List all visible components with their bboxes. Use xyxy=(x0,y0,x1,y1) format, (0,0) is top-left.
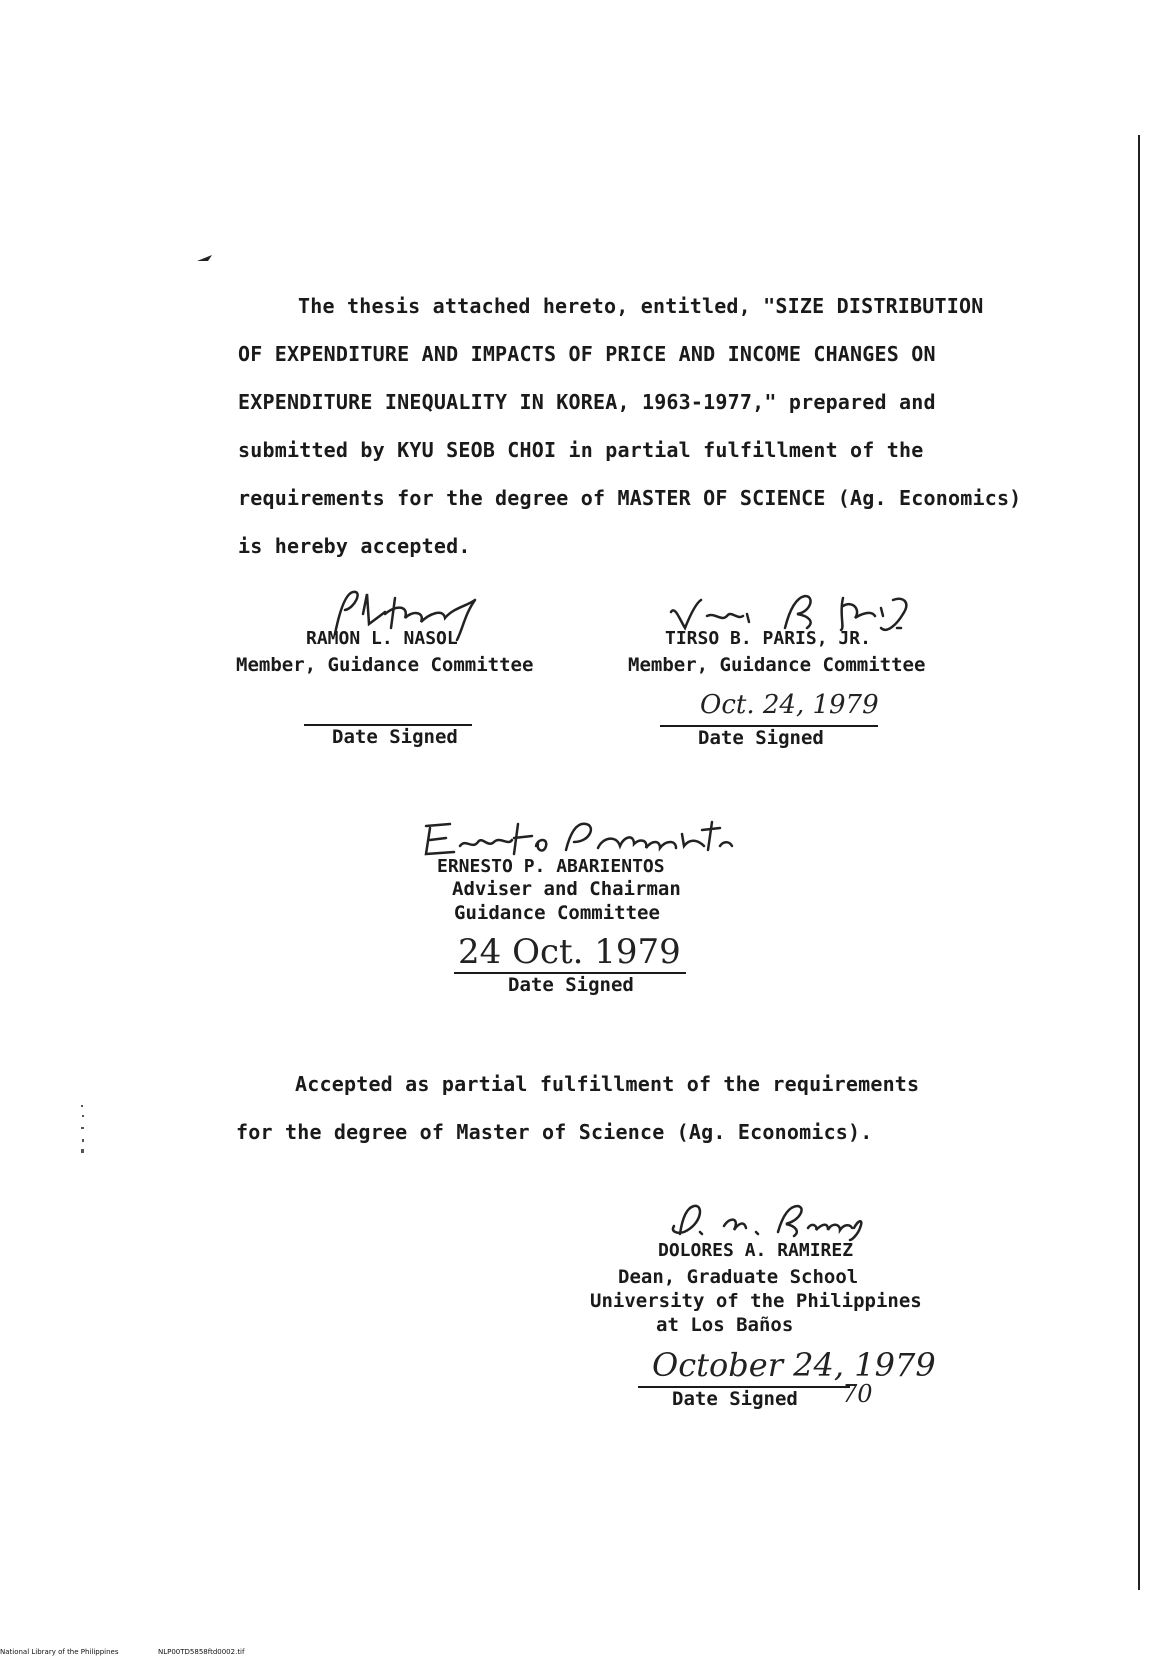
acceptance-line-2: for the degree of Master of Science (Ag. Economics). xyxy=(236,1120,873,1144)
date-label-nasol: Date Signed xyxy=(332,726,458,748)
thesis-paragraph-line-3: EXPENDITURE INEQUALITY IN KOREA, 1963-1977," prepared and xyxy=(238,390,936,414)
member-name-paris: TIRSO B. PARIS, JR. xyxy=(665,628,871,649)
handwritten-date-paris: Oct. 24, 1979 xyxy=(700,690,879,720)
adviser-name: ERNESTO P. ABARIENTOS xyxy=(437,856,665,877)
date-label-abarientos: Date Signed xyxy=(508,974,634,996)
dean-institution-line-1: University of the Philippines xyxy=(590,1290,922,1312)
date-annotation-ramirez: 70 xyxy=(842,1380,873,1408)
dean-title: Dean, Graduate School xyxy=(618,1266,859,1288)
member-name-nasol: RAMON L. NASOL xyxy=(306,628,458,649)
date-label-ramirez: Date Signed xyxy=(672,1388,798,1410)
thesis-paragraph-line-6: is hereby accepted. xyxy=(238,534,471,558)
scan-mark-arrow xyxy=(196,248,214,267)
adviser-role-line-1: Adviser and Chairman xyxy=(452,878,681,900)
thesis-paragraph-line-5: requirements for the degree of MASTER OF SCIENCE (Ag. Economics) xyxy=(238,486,1022,510)
member-role-nasol: Member, Guidance Committee xyxy=(236,654,534,676)
signature-ramirez xyxy=(660,1198,870,1242)
handwritten-date-ramirez: October 24, 1979 xyxy=(652,1346,936,1384)
date-label-paris: Date Signed xyxy=(698,727,824,749)
dean-institution-line-2: at Los Baños xyxy=(656,1314,794,1336)
dean-name: DOLORES A. RAMIREZ xyxy=(658,1240,854,1261)
thesis-paragraph-line-4: submitted by KYU SEOB CHOI in partial fulfillment of the xyxy=(238,438,924,462)
footer-library: National Library of the Philippines xyxy=(0,1648,119,1656)
handwritten-date-abarientos: 24 Oct. 1979 xyxy=(458,932,681,972)
thesis-paragraph-line-2: OF EXPENDITURE AND IMPACTS OF PRICE AND INCOME CHANGES ON xyxy=(238,342,936,366)
member-role-paris: Member, Guidance Committee xyxy=(628,654,926,676)
acceptance-line-1: Accepted as partial fulfillment of the requirements xyxy=(295,1072,920,1096)
scan-mark-speckle xyxy=(80,1105,86,1159)
adviser-role-line-2: Guidance Committee xyxy=(454,902,660,924)
footer-file: NLP00TD5858ftd0002.tif xyxy=(158,1648,245,1656)
thesis-paragraph-line-1: The thesis attached hereto, entitled, "SIZE DISTRIBUTION xyxy=(298,294,984,318)
scan-edge-rule xyxy=(1138,135,1140,1590)
